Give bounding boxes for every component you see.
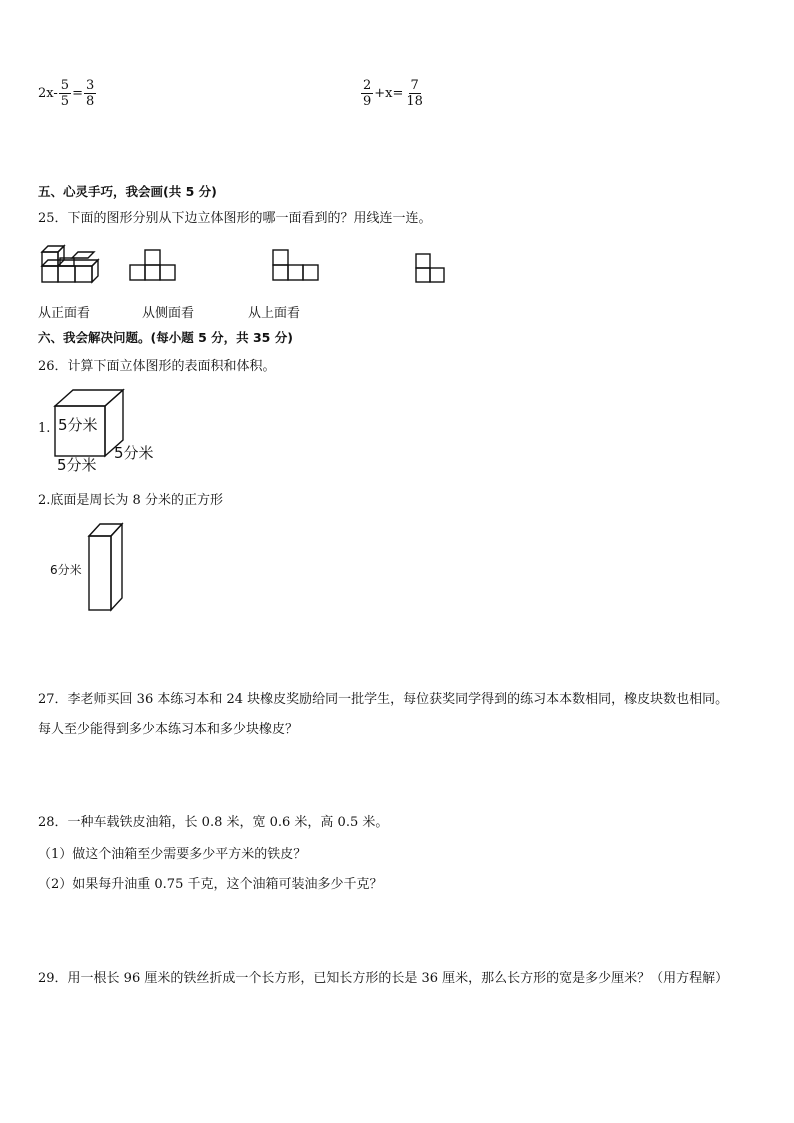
equation-2-fraction-2: $\frac{7}{18}$ bbox=[406, 78, 423, 109]
equation-1-op: = bbox=[72, 86, 83, 101]
section-6-title: 六、我会解决问题。(每小题 5 分，共 35 分) bbox=[38, 330, 293, 345]
section-5-title: 五、心灵手巧，我会画(共 5 分) bbox=[38, 184, 217, 199]
view-shape-2 bbox=[273, 250, 319, 284]
question-28-part-1: （1）做这个油箱至少需要多少平方米的铁皮？ bbox=[38, 847, 307, 862]
cuboid-figure bbox=[88, 522, 124, 612]
view-shape-3 bbox=[416, 254, 448, 288]
question-29: 29．用一根长 96 厘米的铁丝折成一个长方形，已知长方形的长是 36 厘米，那么长方形的宽是多少厘米？（用方程解） bbox=[38, 971, 729, 986]
equation-1-lead: 2x- bbox=[38, 86, 58, 101]
equation-1-fraction-1: $\frac{5}{5}$ bbox=[60, 78, 70, 109]
solid-cubes-figure bbox=[38, 244, 108, 290]
view-label-top: 从上面看 bbox=[248, 306, 301, 321]
cube-face-label: 5分米 bbox=[58, 416, 98, 434]
equation-2 bbox=[360, 78, 426, 109]
question-27-line-1: 27．李老师买回 36 本练习本和 24 块橡皮奖励给同一批学生，每位获奖同学得到的练习本本数相同，橡皮块数也相同。 bbox=[38, 692, 729, 707]
figure-2-caption: 2.底面是周长为 8 分米的正方形 bbox=[38, 493, 223, 508]
question-28-part-2: （2）如果每升油重 0.75 千克，这个油箱可装油多少千克？ bbox=[38, 877, 383, 892]
question-26: 26．计算下面立体图形的表面积和体积。 bbox=[38, 359, 276, 374]
equation-2-fraction-1: $\frac{2}{9}$ bbox=[363, 78, 372, 109]
question-25: 25．下面的图形分别从下边立体图形的哪一面看到的？用线连一连。 bbox=[38, 211, 432, 226]
cube-bottom-label: 5分米 bbox=[57, 456, 97, 474]
question-28: 28．一种车载铁皮油箱，长 0.8 米，宽 0.6 米，高 0.5 米。 bbox=[38, 815, 389, 830]
equation-1-fraction-2: $\frac{3}{8}$ bbox=[85, 78, 95, 109]
view-label-front: 从正面看 bbox=[38, 306, 91, 321]
cuboid-height-label: 6分米 bbox=[50, 563, 82, 577]
view-label-side: 从侧面看 bbox=[142, 306, 195, 321]
equation-1 bbox=[38, 78, 97, 109]
question-27-line-2: 每人至少能得到多少本练习本和多少块橡皮？ bbox=[38, 722, 299, 737]
cube-side-label: 5分米 bbox=[114, 444, 154, 462]
view-shape-1 bbox=[130, 250, 176, 284]
figure-1-index: 1. bbox=[38, 421, 51, 436]
equation-2-op: +x= bbox=[374, 86, 404, 101]
